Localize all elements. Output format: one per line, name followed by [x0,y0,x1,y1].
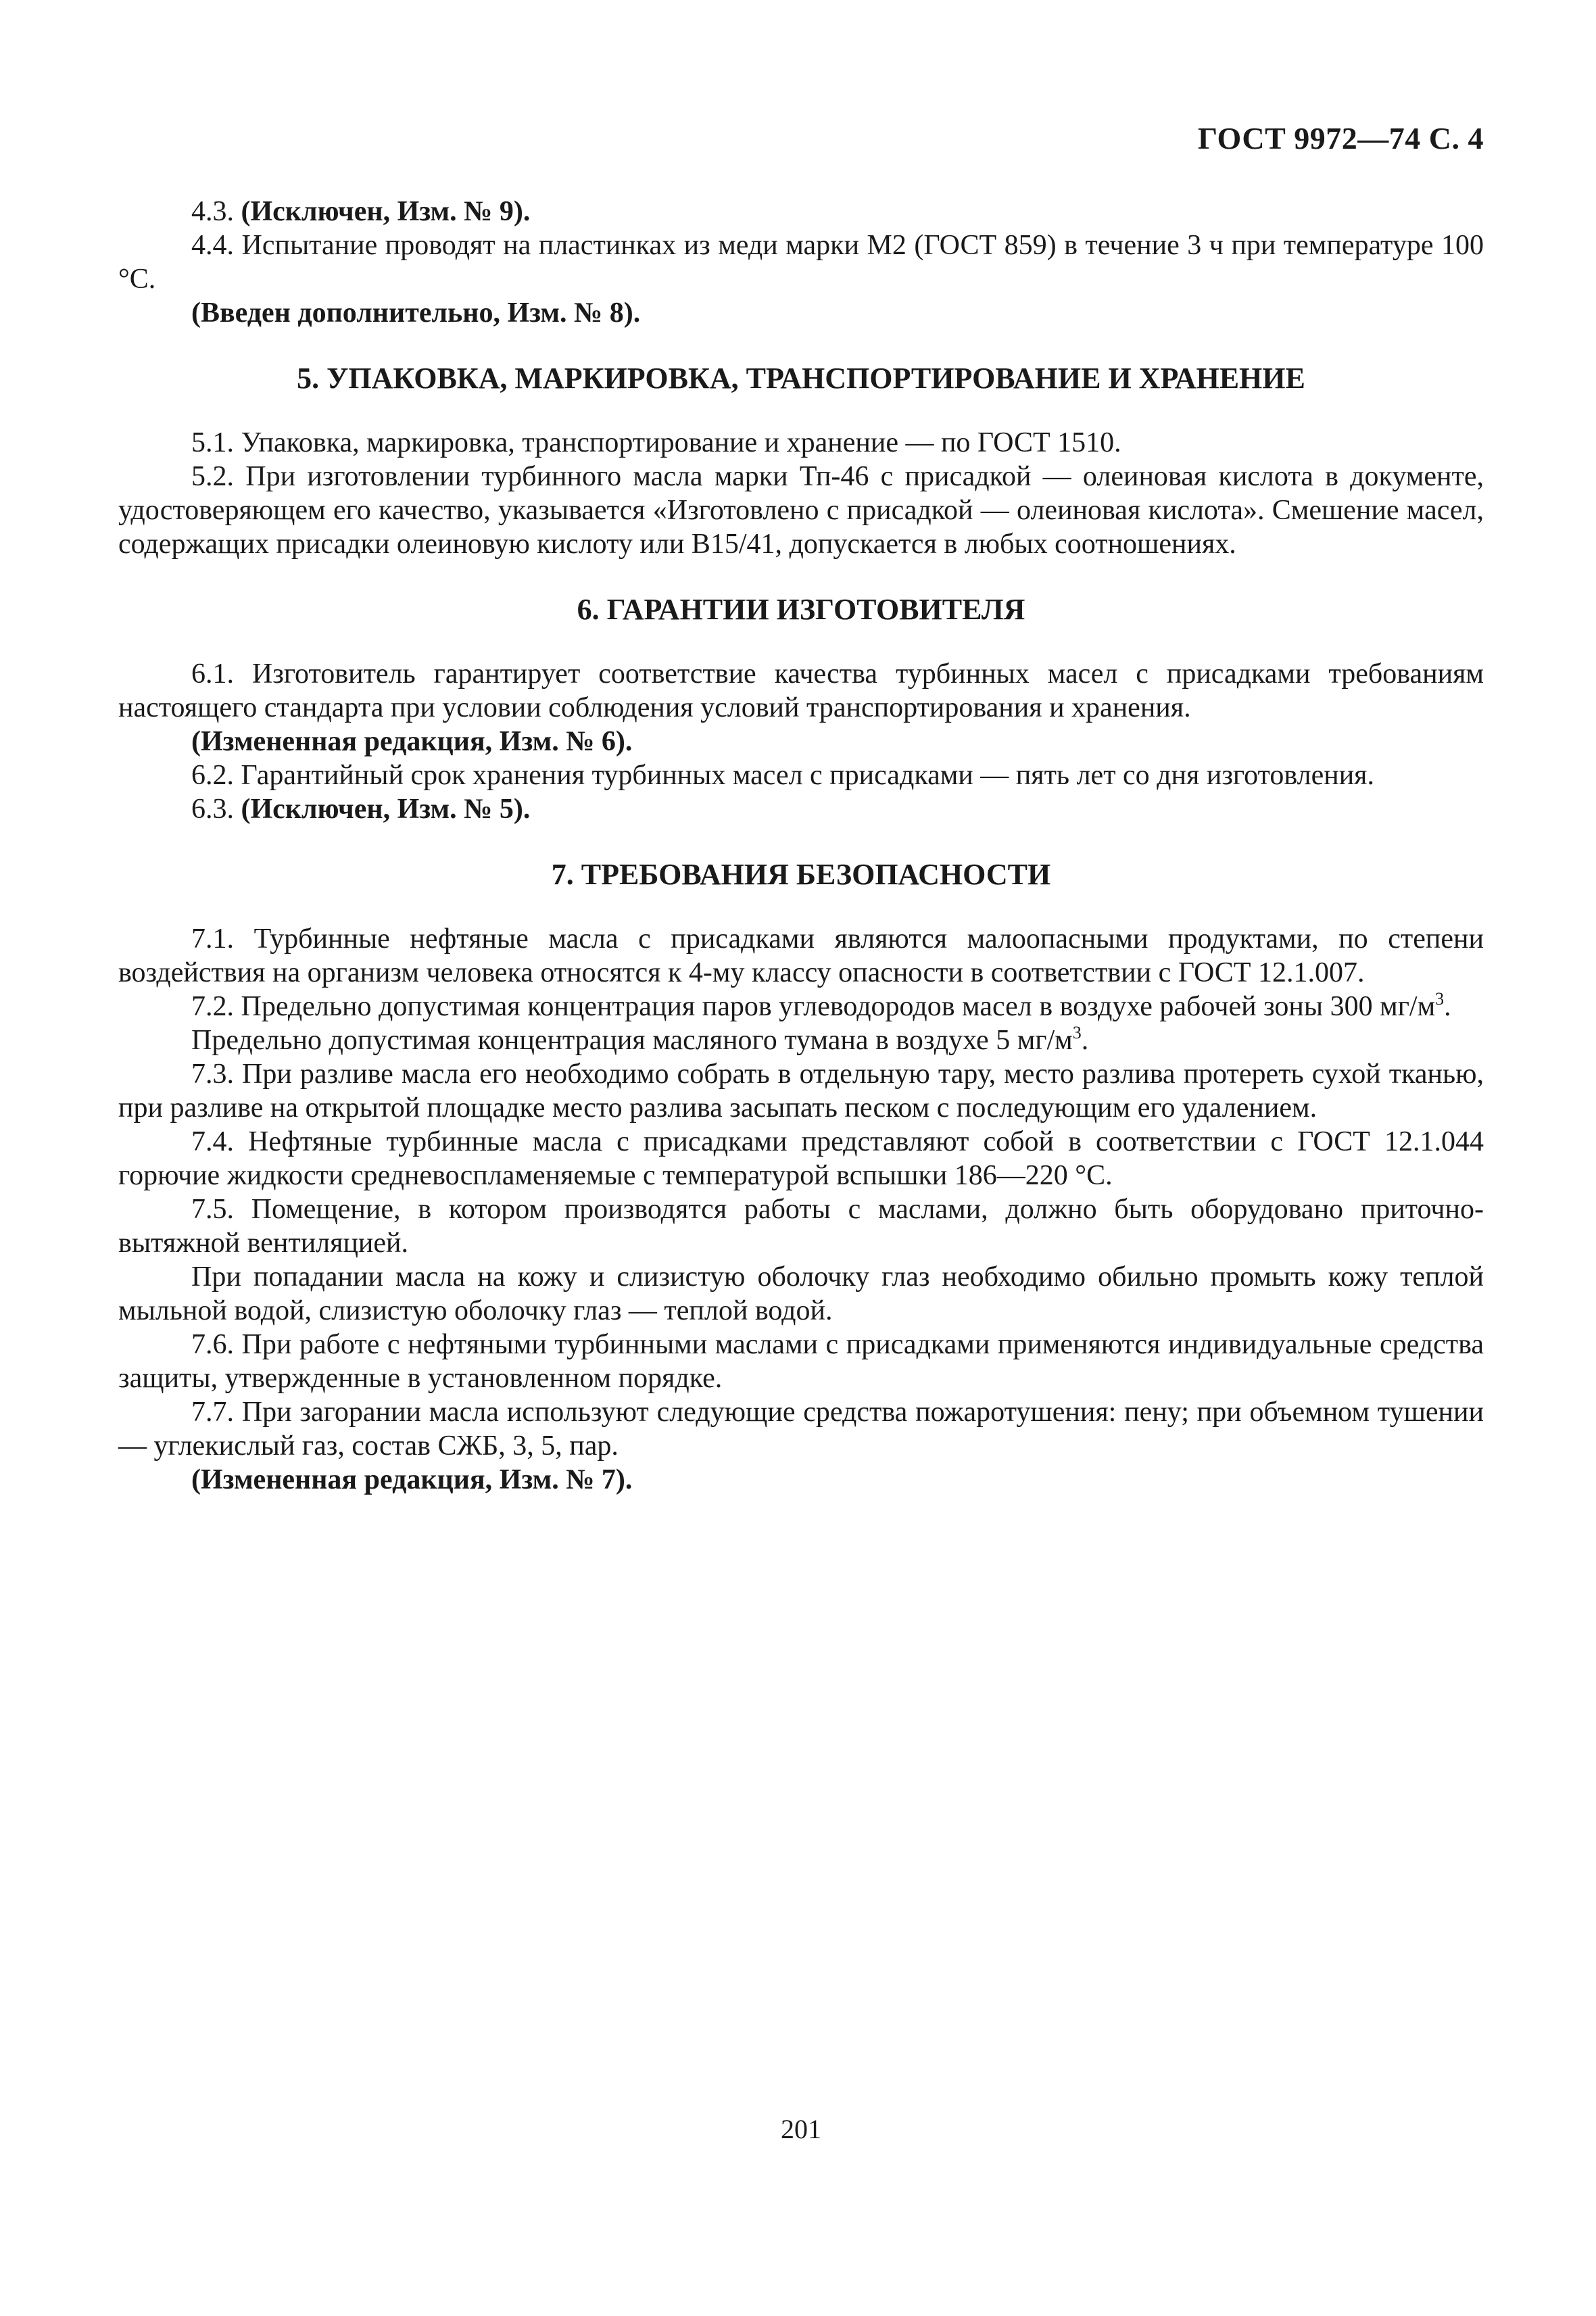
clause-6-1: 6.1. Изготовитель гарантирует соответствие качества турбинных масел с присадками требованиям настоящего стандарта при условии соблюдения условий транспортирования и хранения. [118,658,1484,723]
clause-7-5-skin: При попадании масла на кожу и слизистую оболочку глаз необходимо обильно промыть кожу теплой мыльной водой, слизистую оболочку глаз — теплой водой. [118,1261,1484,1326]
clause-7-2-text: 7.2. Предельно допустимая концентрация паров углеводородов масел в воздухе рабочей зоны 300 мг/м [191,991,1436,1022]
clause-4-3 [118,195,1484,228]
clause-4-3-note: (Исключен, Изм. № 9). [241,196,531,227]
clause-7-2-mist-end: . [1081,1025,1089,1056]
clause-7-1: 7.1. Турбинные нефтяные масла с присадками являются малоопасными продуктами, по степени воздействия на организм человека относятся к 4-му классу опасности в соответствии с ГОСТ 12.1.007. [118,923,1484,988]
clause-6-2: 6.2. Гарантийный срок хранения турбинных масел с присадками — пять лет со дня изготовления. [191,760,1374,791]
section-7-title: 7. ТРЕБОВАНИЯ БЕЗОПАСНОСТИ [551,858,1051,891]
clause-6-1-note: (Измененная редакция, Изм. № 6). [191,726,633,757]
clause-5-1: 5.1. Упаковка, маркировка, транспортирование и хранение — по ГОСТ 1510. [191,427,1121,458]
clause-7-2 [118,990,1484,1023]
document-page [118,0,1484,2316]
page-number: 201 [781,2114,821,2144]
document-header: ГОСТ 9972—74 С. 4 [1197,121,1484,155]
clause-6-3-note: (Исключен, Изм. № 5). [241,794,531,825]
clause-4-3-number: 4.3. [191,196,241,227]
clause-5-2: 5.2. При изготовлении турбинного масла марки Тп-46 с присадкой — олеиновая кислота в документе, удостоверяющем его качество, указывается «Изготовлено с присадкой — олеиновая кислота». Смешение масел, содержащих присадки олеиновую кислоту или В15/41, допускается в любых соотношениях. [118,461,1484,560]
document-body [118,195,1484,1497]
clause-6-3-number: 6.3. [191,794,241,825]
clause-7-2-end: . [1444,991,1451,1022]
clause-7-7: 7.7. При загорании масла используют следующие средства пожаротушения: пену; при объемном тушении — углекислый газ, состав СЖБ, 3, 5, пар. [118,1397,1484,1462]
clause-7-2-mist-text: Предельно допустимая концентрация масляного тумана в воздухе 5 мг/м [191,1025,1073,1056]
clause-4-4-note: (Введен дополнительно, Изм. № 8). [191,297,641,329]
clause-6-3 [118,792,1484,826]
clause-7-2-superscript: 3 [1435,989,1445,1009]
clause-7-6: 7.6. При работе с нефтяными турбинными маслами с присадками применяются индивидуальные средства защиты, утвержденные в установленном порядке. [118,1329,1484,1394]
clause-7-2-mist [118,1023,1484,1057]
clause-7-5: 7.5. Помещение, в котором производятся работы с маслами, должно быть оборудовано приточно-вытяжной вентиляцией. [118,1194,1484,1259]
clause-4-4: 4.4. Испытание проводят на пластинках из меди марки М2 (ГОСТ 859) в течение 3 ч при температуре 100 °С. [118,230,1484,295]
clause-7-2-mist-superscript: 3 [1072,1023,1082,1042]
section-6-title: 6. ГАРАНТИИ ИЗГОТОВИТЕЛЯ [577,593,1025,626]
clause-7-4: 7.4. Нефтяные турбинные масла с присадками представляют собой в соответствии с ГОСТ 12.1.044 горючие жидкости средневоспламеняемые с температурой вспышки 186—220 °С. [118,1126,1484,1191]
clause-7-7-note: (Измененная редакция, Изм. № 7). [191,1464,633,1495]
clause-7-3: 7.3. При разливе масла его необходимо собрать в отдельную тару, место разлива протереть сухой тканью, при разливе на открытой площадке место разлива засыпать песком с последующим его удалением. [118,1059,1484,1124]
section-5-title: 5. УПАКОВКА, МАРКИРОВКА, ТРАНСПОРТИРОВАНИЕ И ХРАНЕНИЕ [297,362,1305,395]
